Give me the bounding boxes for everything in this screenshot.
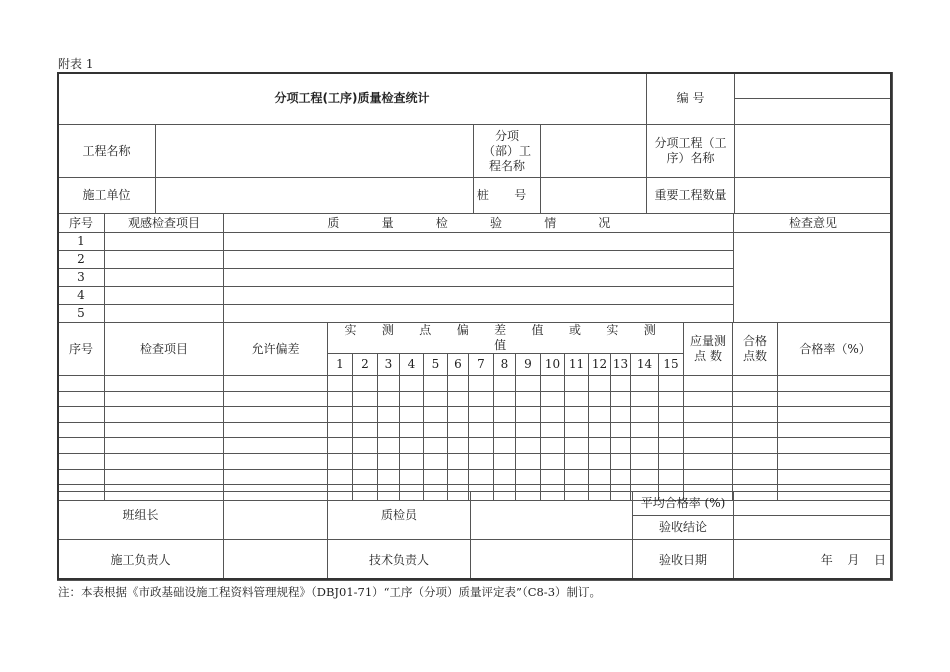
acceptance-conclusion-label: 验收结论	[633, 516, 734, 540]
item-process-label: 分项工程（工序）名称	[647, 125, 735, 178]
construction-lead-label: 施工负责人	[58, 540, 224, 581]
avg-pass-rate-label: 平均合格率 (%)	[633, 492, 734, 516]
acceptance-date-value[interactable]: 年 月 日	[734, 540, 893, 581]
point-number: 10	[541, 354, 565, 376]
point-number: 1	[328, 354, 353, 376]
obs-row-number: 1	[58, 233, 105, 251]
obs-opinion-header: 检查意见	[734, 214, 893, 233]
point-number: 8	[494, 354, 516, 376]
project-name-label: 工程名称	[58, 125, 156, 178]
form-outer-border	[57, 72, 892, 580]
point-number: 6	[448, 354, 469, 376]
point-number: 5	[424, 354, 448, 376]
point-number: 2	[353, 354, 378, 376]
obs-seq-header: 序号	[58, 214, 105, 233]
point-number: 9	[516, 354, 541, 376]
point-number: 11	[565, 354, 589, 376]
contractor-label: 施工单位	[58, 178, 156, 214]
meas-item-header: 检查项目	[105, 323, 224, 376]
acceptance-date-label: 验收日期	[633, 540, 734, 581]
meas-should-header: 应量测点 数	[684, 323, 733, 376]
obs-row-number: 5	[58, 305, 105, 323]
obs-item-header: 观感检查项目	[105, 214, 224, 233]
obs-situation-header: 质 量 检 验 情 况	[224, 214, 734, 233]
number-label: 编 号	[647, 73, 735, 125]
subproject-label: 分项（部）工程名称	[474, 125, 541, 178]
point-number: 13	[611, 354, 631, 376]
key-quantity-label: 重要工程数量	[647, 178, 735, 214]
meas-points-header: 实 测 点 偏 差 值 或 实 测 值	[328, 323, 684, 354]
technical-lead-label: 技术负责人	[328, 540, 471, 581]
obs-row-number: 2	[58, 251, 105, 269]
point-number: 15	[659, 354, 684, 376]
pile-label: 桩 号	[474, 178, 541, 214]
form-note: 注：本表根据《市政基础设施工程资料管理规程》（DBJ01-71）“工序（分项）质量评定表”（C8-3）制订。	[58, 585, 602, 599]
point-number: 7	[469, 354, 494, 376]
meas-pass-points-header: 合格点数	[733, 323, 778, 376]
meas-tolerance-header: 允许偏差	[224, 323, 328, 376]
point-number: 14	[631, 354, 659, 376]
inspector-label: 质检员	[328, 492, 471, 540]
form-caption: 附表 1	[58, 57, 94, 71]
meas-pass-rate-header: 合格率（%）	[778, 323, 893, 376]
point-number: 12	[589, 354, 611, 376]
obs-row-number: 4	[58, 287, 105, 305]
obs-row-number: 3	[58, 269, 105, 287]
team-leader-label: 班组长	[58, 492, 224, 540]
meas-seq-header: 序号	[58, 323, 105, 376]
point-number: 3	[378, 354, 400, 376]
page-title: 分项工程(工序)质量检查统计	[58, 73, 647, 125]
point-number: 4	[400, 354, 424, 376]
